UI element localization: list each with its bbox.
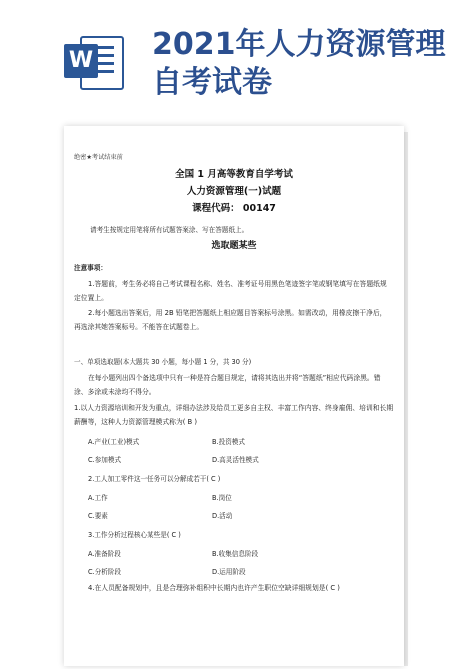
q2-option-b: B.岗位 [212,494,232,502]
banner-title: 2021年人力资源管理自考试卷 [152,27,446,100]
q3-option-b: B.收集信息阶段 [212,550,259,558]
question-1: 1.以人力资源培训和开发为重点，详细办法涉及给员工更多自主权、丰富工作内容、终身雇佣、培训和长期薪酬等，这种人力资源管理模式称为( B ) [74,404,394,426]
q1-option-a: A.产业(工业)模式 [88,438,140,446]
part-title: 选取题某些 [211,241,257,251]
header-banner [0,0,474,108]
q2-option-d: D.活动 [212,512,233,520]
exam-title: 全国 1 月高等教育自学考试 [175,169,293,180]
notes-header: 注意事项： [74,264,107,272]
q3-option-d: D.运用阶段 [212,568,246,576]
section-title: 一、单项选取题(本大题共 30 小题，每小题 1 分，共 30 分) [74,358,252,366]
note-1: 1.答题前，考生务必将自己考试课程名称、姓名、准考证号用黑色笔迹签字笔或钢笔填写在答题纸规定位置上。 [74,280,387,302]
question-4: 4.在人员配备规划中，且是合理弥补组积中长期内也许产生职位空缺详细规划是( C ) [88,584,340,592]
q3-option-a: A.准备阶段 [88,550,121,558]
note-2: 2.每小题选出答案后，用 2B 铅笔把答题纸上相应题目答案标号涂黑。如需改动，用橡皮擦干净后，再选涂其她答案标号。不能答在试题卷上。 [74,309,387,331]
course-code: 课程代码： 00147 [192,203,276,214]
confidential-mark: 绝密★考试结束前 [74,154,123,161]
question-2: 2.工人加工零件这一任务可以分解成若干( C ) [88,475,221,483]
instruction-text: 请考生按规定用笔将所有试题答案涂、写在答题纸上。 [90,226,249,234]
q2-option-a: A.工作 [88,494,108,502]
q1-option-b: B.投资模式 [212,438,245,446]
word-doc-icon [62,30,124,92]
q1-option-d: D.高灵活性模式 [212,456,259,464]
document-page [64,126,404,666]
q3-option-c: C.分析阶段 [88,568,122,576]
q1-option-c: C.参加模式 [88,456,122,464]
word-logo-letter: W [64,44,98,78]
q2-option-c: C.要素 [88,512,108,520]
subject-title: 人力资源管理(一)试题 [186,186,282,197]
section-description: 在每小题列出四个备选项中只有一种是符合题目规定，请将其选出并将“答题纸”相应代码涂黑。错涂、多涂或未涂均不得分。 [74,374,381,396]
question-3: 3.工作分析过程核心某些是( C ) [88,531,181,539]
